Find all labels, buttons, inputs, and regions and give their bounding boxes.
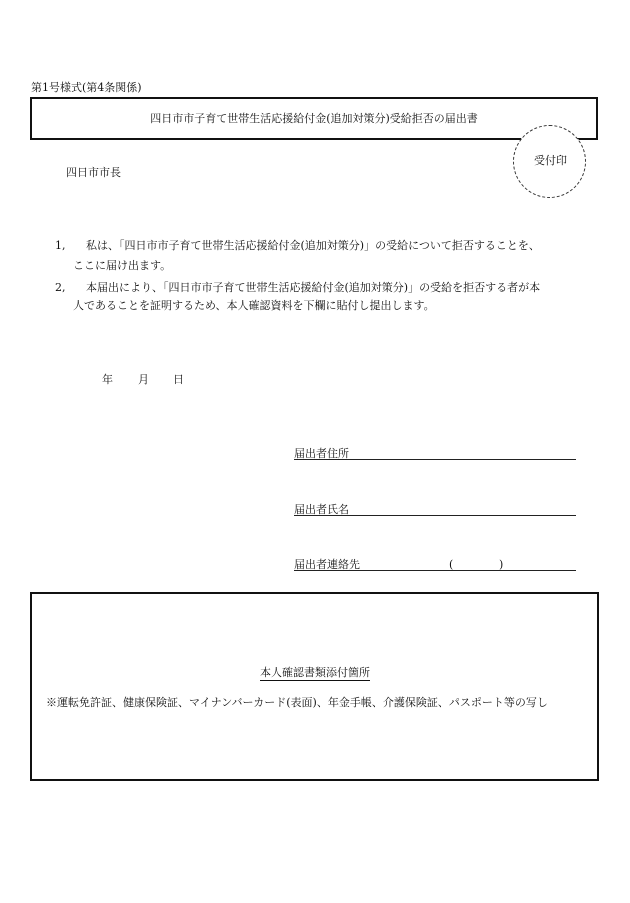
name-field[interactable]: [294, 515, 576, 516]
title-box: [30, 97, 598, 140]
address-label: 届出者住所: [294, 447, 349, 460]
item-2-line-1: 本届出により、「四日市市子育て世帯生活応援給付金(追加対策分)」の受給を拒否する者が本: [86, 281, 541, 294]
attachment-note: ※運転免許証、健康保険証、マイナンバーカード(表面)、年金手帳、介護保険証、パスポート等の写し: [46, 696, 548, 709]
contact-label: 届出者連絡先: [294, 558, 360, 571]
contact-field[interactable]: [294, 570, 576, 571]
receipt-stamp-label: 受付印: [534, 154, 567, 167]
attachment-box: [30, 592, 599, 781]
item-1-line-1: 私は、「四日市市子育て世帯生活応援給付金(追加対策分)」の受給について拒否することを、: [86, 239, 540, 252]
item-2-number: 2,: [55, 281, 66, 294]
item-1-line-2: ここに届け出ます。: [73, 259, 172, 272]
item-2-line-2: 人であることを証明するため、本人確認資料を下欄に貼付し提出します。: [73, 299, 435, 312]
form-number: 第1号様式(第4条関係): [31, 81, 142, 94]
item-1-number: 1,: [55, 239, 66, 252]
date-month: 月: [138, 373, 149, 386]
addressee: 四日市市長: [66, 166, 121, 179]
date-day: 日: [173, 373, 184, 386]
date-year: 年: [102, 373, 113, 386]
attachment-title: 本人確認書類添付箇所: [260, 666, 370, 679]
document-title: 四日市市子育て世帯生活応援給付金(追加対策分)受給拒否の届出書: [150, 112, 478, 125]
name-label: 届出者氏名: [294, 503, 349, 516]
attachment-title-wrap: [0, 665, 630, 680]
contact-paren-open: (: [449, 558, 454, 571]
address-field[interactable]: [294, 459, 576, 460]
contact-paren-close: ): [499, 558, 504, 571]
